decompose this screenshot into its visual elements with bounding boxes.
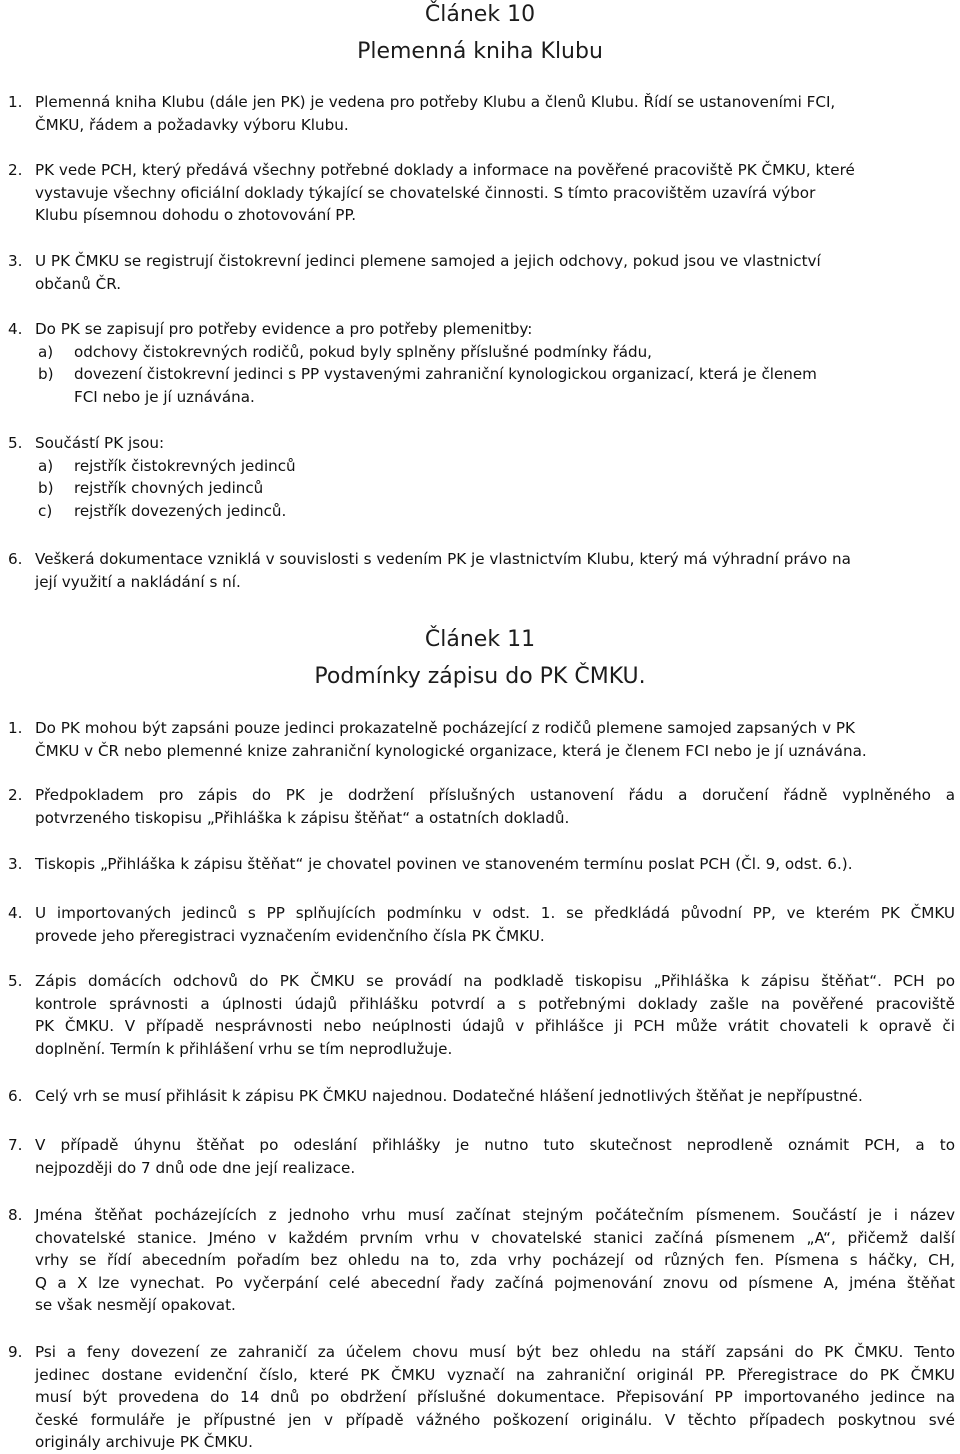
sub-item-b (35, 477, 958, 500)
art11-item-4 (8, 902, 958, 947)
item-number: 6. (8, 550, 23, 568)
item-text-line: jedinec dostane evidenční číslo, které PK ČMKU vyznačí na zahraniční originál PP. Přeregistrace do PK ČMKU (35, 1365, 955, 1384)
article-11-subheading: Podmínky zápisu do PK ČMKU. (314, 664, 646, 689)
sub-item-text: odchovy čistokrevných rodičů, pokud byly splněny příslušné podmínky řádu, (74, 342, 652, 361)
item-number: 4. (8, 320, 23, 338)
item-number: 2. (8, 161, 23, 179)
item-text-line: Do PK mohou být zapsáni pouze jedinci prokazatelně pocházející z rodičů plemene samojed zapsaných v PK (35, 719, 855, 737)
item-text-line: Veškerá dokumentace vzniklá v souvislosti s vedením PK je vlastnictvím Klubu, který má výhradní právo na (35, 550, 851, 568)
item-text-line: kontrole správnosti a úplnosti údajů přihlášku potvrdí a s potřebnými doklady zašle na pověřené pracoviště (35, 994, 955, 1013)
art11-item-9 (8, 1341, 958, 1454)
item-text-line: Klubu písemnou dohodu o zhotovování PP. (35, 206, 357, 224)
item-number: 9. (8, 1343, 23, 1361)
item-text-line: Psi a feny dovezení ze zahraničí za účelem chovu musí být bez ohledu na stáří zapsáni do PK ČMKU. Tento (35, 1343, 955, 1361)
art11-item-5 (8, 970, 958, 1060)
item-text-line: Tiskopis „Přihláška k zápisu štěňat“ je chovatel povinen ve stanoveném termínu poslat PCH (Čl. 9, odst. 6.). (35, 855, 853, 873)
art10-item-1 (8, 91, 958, 136)
item-text-line: U importovaných jedinců s PP splňujících podmínku v odst. 1. se předkládá původní PP, ve kterém PK ČMKU (35, 904, 955, 922)
art11-item-7 (8, 1134, 958, 1179)
item-text-line: Jména štěňat pocházejících z jednoho vrhu musí začínat stejným počátečním písmenem. Součástí je i název (35, 1206, 955, 1224)
art10-item-5 (8, 432, 958, 522)
sub-item-label: b) (38, 365, 54, 383)
sub-item-text: dovezení čistokrevní jedinci s PP vystavenými zahraniční kynologickou organizací, která je členem (74, 365, 817, 383)
item-number: 1. (8, 719, 23, 737)
item-text-line: vystavuje všechny oficiální doklady týkající se chovatelské činnosti. S tímto pracovištěm uzavírá výbor (35, 183, 816, 202)
item-number: 8. (8, 1206, 23, 1224)
sub-item-label: a) (38, 456, 54, 475)
sub-item-text: rejstřík dovezených jedinců. (74, 501, 287, 520)
article-10-subheading: Plemenná kniha Klubu (357, 39, 603, 64)
item-number: 2. (8, 786, 23, 804)
art10-item-2 (8, 159, 958, 227)
item-text-line: se však nesmějí opakovat. (35, 1296, 236, 1314)
sub-item-text: FCI nebo je jí uznávána. (74, 387, 255, 406)
item-text-line: originály archivuje PK ČMKU. (35, 1433, 253, 1451)
item-text-line: provede jeho přeregistraci vyznačením evidenčního čísla PK ČMKU. (35, 926, 545, 945)
art11-item-2 (8, 784, 958, 829)
item-text-line: občanů ČR. (35, 274, 122, 293)
art11-item-6 (8, 1085, 958, 1108)
item-text-line: chovatelské stanice. Jméno v každém prvním vrhu v chovatelské stanici začíná písmenem „A“, přičemž další (35, 1228, 955, 1247)
item-number: 5. (8, 434, 23, 452)
item-text-line: potvrzeného tiskopisu „Přihláška k zápisu štěňat“ a ostatních dokladů. (35, 808, 570, 827)
item-text-line: Součástí PK jsou: (35, 434, 165, 452)
item-text-line: Q a X lze vynechat. Po vyčerpání celé abecední řady začíná pojmenování znovu od písmene A, jména štěňat (35, 1273, 955, 1292)
item-number: 5. (8, 972, 23, 990)
item-text-line: Plemenná kniha Klubu (dále jen PK) je vedena pro potřeby Klubu a členů Klubu. Řídí se ustanoveními FCI, (35, 93, 836, 111)
art10-item-6 (8, 548, 958, 593)
item-number: 3. (8, 855, 23, 873)
sub-item-b (35, 363, 958, 408)
sub-item-label: c) (38, 501, 53, 520)
item-text-line: české formuláře je přípustné jen v případě vážného poškození originálu. V těchto případech poskytnou své (35, 1410, 955, 1429)
item-text-line: PK vede PCH, který předává všechny potřebné doklady a informace na pověřené pracoviště PK ČMKU, které (35, 161, 855, 179)
item-text-line: nejpozději do 7 dnů ode dne její realizace. (35, 1158, 356, 1177)
item-text-line: doplnění. Termín k přihlášení vrhu se tím neprodlužuje. (35, 1039, 453, 1058)
item-text-line: Do PK se zapisují pro potřeby evidence a pro potřeby plemenitby: (35, 320, 533, 338)
item-number: 4. (8, 904, 23, 922)
sub-item-label: b) (38, 479, 54, 497)
art11-item-1 (8, 717, 958, 762)
item-text-line: vrhy se řídí abecedním pořadím bez ohledu na to, zda vrhy pocházejí od různých fen. Písmena s háčky, CH, (35, 1251, 955, 1269)
item-number: 1. (8, 93, 23, 111)
article-10-heading: Článek 10 (424, 2, 536, 27)
item-number: 7. (8, 1136, 23, 1154)
item-text-line: Celý vrh se musí přihlásit k zápisu PK ČMKU najednou. Dodatečné hlášení jednotlivých štěňat je nepřípustné. (35, 1087, 863, 1105)
item-text-line: U PK ČMKU se registrují čistokrevní jedinci plemene samojed a jejich odchovy, pokud jsou ve vlastnictví (35, 252, 821, 270)
item-text-line: PK ČMKU. V případě nesprávnosti nebo neúplnosti údajů v přihlášce ji PCH může vrátit chovateli k opravě či (35, 1017, 955, 1035)
item-text-line: ČMKU, řádem a požadavky výboru Klubu. (35, 115, 349, 134)
item-text-line: Zápis domácích odchovů do PK ČMKU se provádí na podkladě tiskopisu „Přihláška k zápisu štěňat“. PCH po (35, 972, 955, 990)
sub-item-text: rejstřík chovných jedinců (74, 479, 264, 497)
art10-item-4 (8, 318, 958, 408)
item-text-line: její využití a nakládání s ní. (35, 572, 241, 591)
item-text-line: Předpokladem pro zápis do PK je dodržení příslušných ustanovení řádu a doručení řádně vyplněného a (35, 786, 955, 804)
item-text-line: V případě úhynu štěňat po odeslání přihlášky je nutno tuto skutečnost neprodleně oznámit PCH, a to (35, 1136, 955, 1154)
item-number: 3. (8, 252, 23, 270)
sub-item-text: rejstřík čistokrevných jedinců (74, 456, 296, 475)
sub-item-label: a) (38, 342, 54, 361)
sub-item-a (35, 341, 958, 364)
art10-item-3 (8, 250, 958, 295)
art11-item-3 (8, 853, 958, 876)
item-text-line: ČMKU v ČR nebo plemenné knize zahraniční kynologické organizace, která je členem FCI nebo je jí uznávána. (35, 741, 867, 760)
art11-item-8 (8, 1204, 958, 1317)
article-11-heading: Článek 11 (424, 627, 536, 652)
item-number: 6. (8, 1087, 23, 1105)
sub-item-a (35, 455, 958, 478)
sub-item-c (35, 500, 958, 523)
item-text-line: musí být provedena do 14 dnů po obdržení příslušné dokumentace. Přepisování PP importovaného jedince na (35, 1388, 955, 1406)
